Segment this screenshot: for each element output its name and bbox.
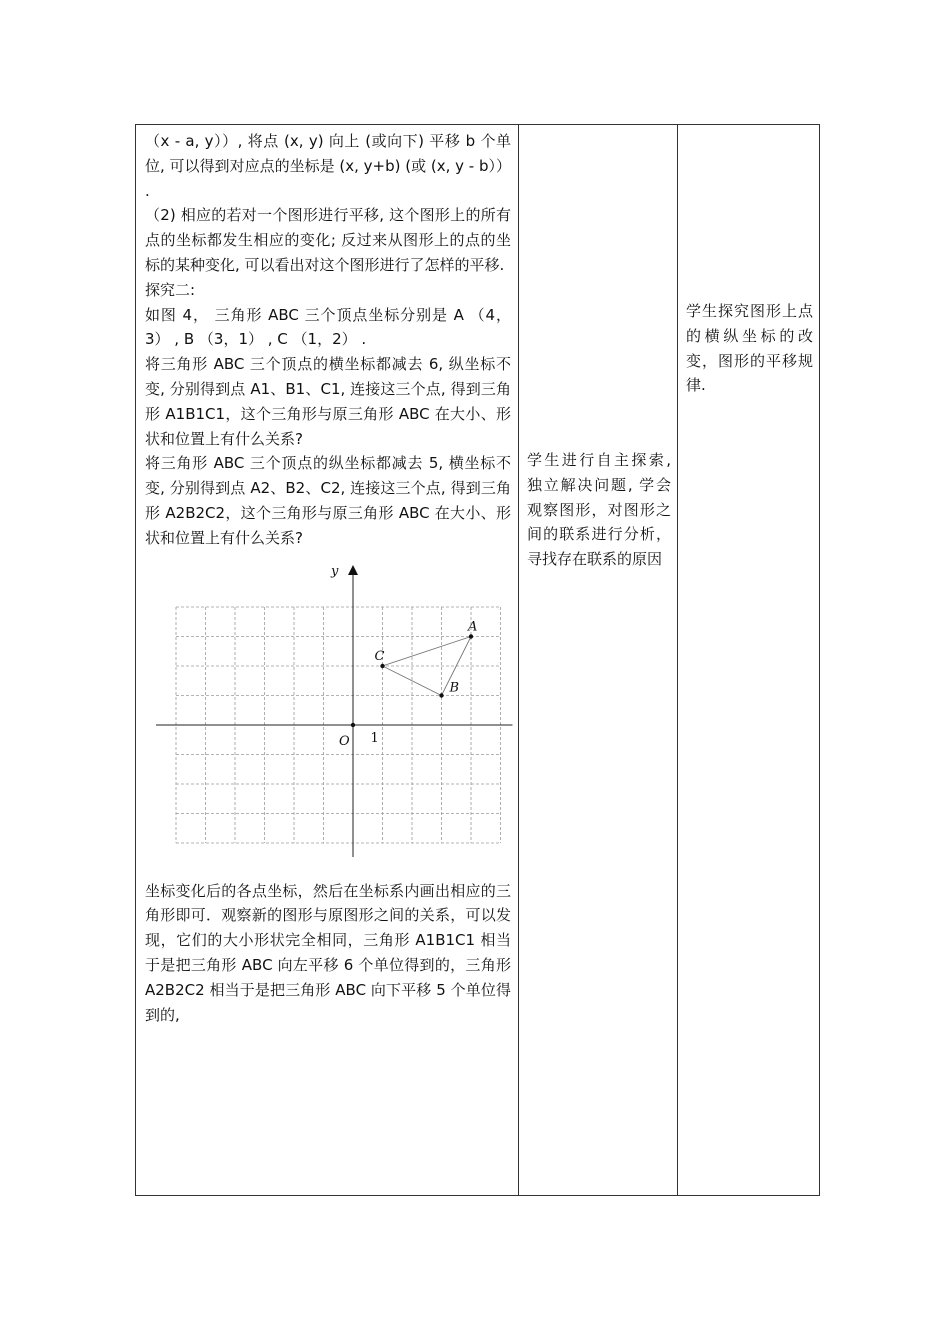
coordinate-plane: [156, 565, 521, 865]
lesson-table: [135, 124, 820, 1196]
design-intent-column: [678, 125, 820, 1196]
vertex-point-b: [439, 693, 443, 697]
vertex-label-b: B: [449, 680, 460, 696]
y-axis-arrow-icon: [348, 565, 358, 575]
y-axis-label: y: [331, 564, 339, 579]
coordinate-figure: [145, 565, 511, 865]
paragraph-translation-rule: （x - a, y））, 将点 (x, y) 向上 (或向下) 平移 b 个单位, 可以得到对应点的坐标是 (x, y+b) (或 (x, y - b）） .: [145, 132, 511, 200]
unit-label: 1: [370, 730, 379, 746]
paragraph-triangle-vertices: 如图 4， 三角形 ABC 三个顶点坐标分别是 A （4，3） , B （3，1） , C （1，2） .: [145, 305, 511, 349]
vertex-label-a: A: [468, 619, 478, 635]
vertex-label-c: C: [374, 648, 385, 664]
paragraph-conclusion: 坐标变化后的各点坐标，然后在坐标系内画出相应的三角形即可．观察新的图形与原图形之间的关系，可以发现，它们的大小形状完全相同，三角形 A1B1C1 相当于是把三角形 ABC 向左平移 6 个单位得到的，三角形 A2B2C2 相当于是把三角形 ABC 向下平移 5 个单位得到的,: [145, 881, 511, 1024]
paragraph-question-horizontal: 将三角形 ABC 三个顶点的横坐标都减去 6, 纵坐标不变, 分别得到点 A1、B1、C1, 连接这三个点, 得到三角形 A1B1C1，这个三角形与原三角形 ABC 在大小、形状和位置上有什么关系?: [145, 355, 511, 448]
student-activity-text: 学生进行自主探索, 独立解决问题, 学会观察图形，对图形之间的联系进行分析，寻找存在联系的原因: [527, 451, 671, 569]
content-column: [136, 125, 519, 1196]
paragraph-exploration-heading: 探究二:: [145, 280, 196, 299]
paragraph-question-vertical: 将三角形 ABC 三个顶点的纵坐标都减去 5, 横坐标不变, 分别得到点 A2、B2、C2, 连接这三个点, 得到三角形 A2B2C2，这个三角形与原三角形 ABC 在大小、形状和位置上有什么关系?: [145, 454, 511, 547]
vertex-point-a: [469, 634, 473, 638]
paragraph-figure-translation: （2) 相应的若对一个图形进行平移, 这个图形上的所有点的坐标都发生相应的变化; 反过来从图形上的点的坐标的某种变化, 可以看出对这个图形进行了怎样的平移.: [145, 206, 511, 274]
student-activity-column: [519, 125, 678, 1196]
origin-point: [351, 722, 355, 726]
origin-label: O: [339, 733, 350, 749]
vertex-point-c: [380, 663, 384, 667]
design-intent-text: 学生探究图形上点的横纵坐标的改变，图形的平移规律.: [686, 302, 813, 395]
